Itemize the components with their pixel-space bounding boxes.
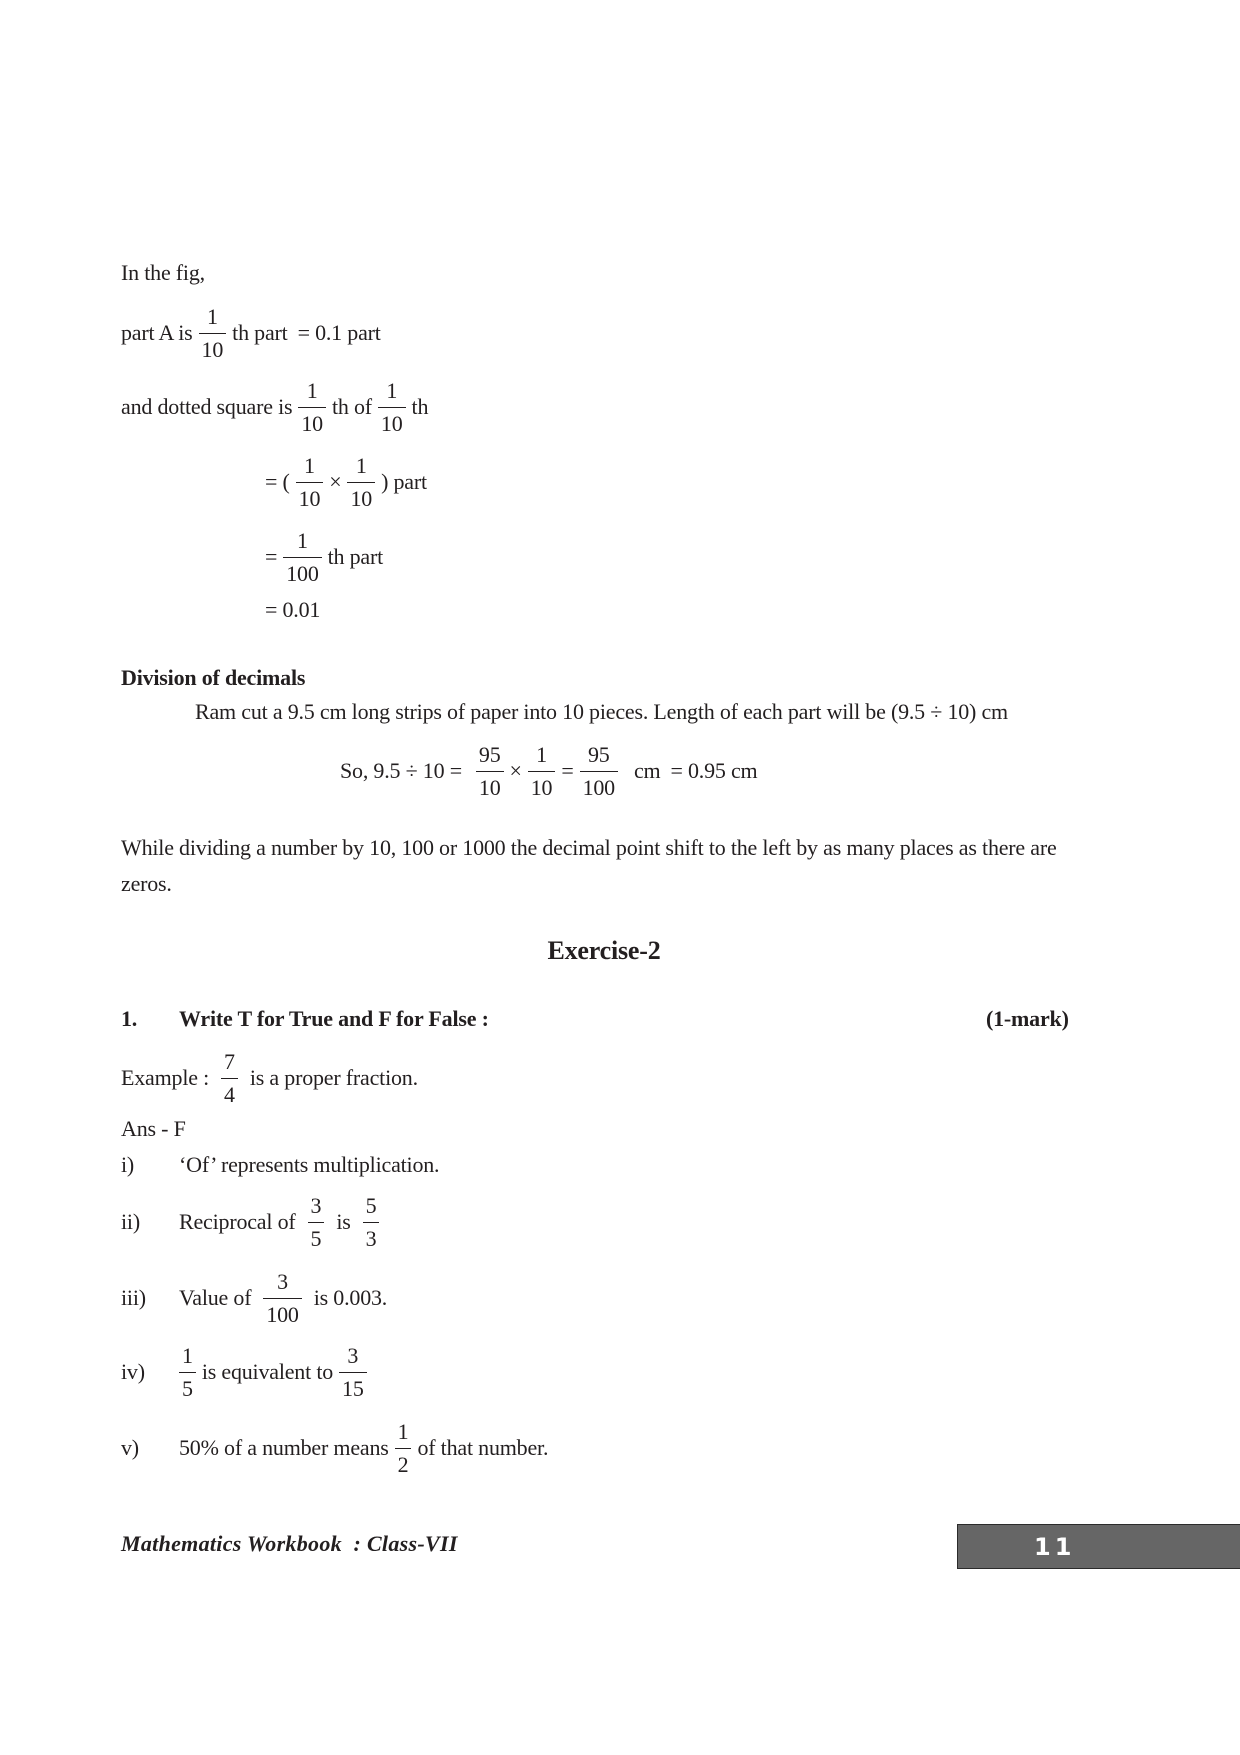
- denominator: 10: [199, 333, 227, 361]
- example-suffix: is a proper fraction.: [249, 1065, 418, 1090]
- marks-label: (1-mark): [986, 1006, 1069, 1031]
- fraction: [308, 1192, 325, 1251]
- book-title: Mathematics Workbook : Class-VII: [121, 1531, 458, 1556]
- item-prefix: Value of: [179, 1285, 252, 1310]
- denominator: 4: [221, 1078, 238, 1106]
- dotted-prefix: and dotted square is: [121, 394, 293, 419]
- page-number: 11: [1034, 1532, 1076, 1561]
- numerator: 1: [386, 377, 398, 403]
- step-two-suffix: th part: [327, 544, 384, 569]
- numerator: 1: [306, 377, 318, 403]
- intro-line: In the fig,: [121, 260, 205, 285]
- item-content: [179, 1340, 373, 1404]
- equation-prefix: So, 9.5 ÷ 10 =: [340, 758, 462, 783]
- item-prefix: 50% of a number means: [179, 1435, 389, 1460]
- numerator: 1: [397, 1418, 409, 1444]
- times-sign: ×: [509, 758, 522, 783]
- fraction: [580, 741, 618, 800]
- item-mid: is: [336, 1209, 351, 1234]
- part-a-prefix: part A is: [121, 320, 193, 345]
- denominator: 10: [476, 771, 504, 799]
- fraction: [347, 452, 375, 511]
- equation-result: = 0.95 cm: [670, 758, 758, 783]
- dotted-square-line: [121, 375, 428, 439]
- denominator: 100: [263, 1298, 301, 1326]
- numerator: 3: [310, 1192, 322, 1218]
- list-item: [0, 1133, 1240, 1197]
- fraction: [199, 303, 227, 362]
- denominator: 10: [378, 407, 406, 435]
- item-label: iv): [121, 1359, 145, 1384]
- fraction: [296, 452, 324, 511]
- fraction: [221, 1048, 238, 1107]
- list-item: [0, 1340, 1240, 1404]
- item-mid: is equivalent to: [201, 1359, 334, 1384]
- part-a-line: [121, 301, 381, 365]
- division-equation: [340, 739, 757, 803]
- fraction: [263, 1268, 301, 1327]
- item-suffix: of that number.: [417, 1435, 549, 1460]
- part-a-result: = 0.1 part: [297, 320, 381, 345]
- numerator: 1: [182, 1342, 193, 1368]
- denominator: 10: [528, 771, 556, 799]
- numerator: 1: [304, 452, 315, 478]
- example-prefix: Example :: [121, 1065, 210, 1090]
- dotted-suffix: th: [411, 394, 429, 419]
- item-text: ‘Of’ represents multiplication.: [179, 1152, 440, 1177]
- denominator: 10: [296, 482, 324, 510]
- fraction: [179, 1342, 196, 1401]
- fraction: [298, 377, 326, 436]
- denominator: 2: [395, 1448, 412, 1476]
- numerator: 95: [587, 741, 610, 767]
- division-heading: Division of decimals: [121, 665, 306, 690]
- denominator: 10: [347, 482, 375, 510]
- numerator: 7: [224, 1048, 235, 1074]
- numerator: 3: [277, 1268, 288, 1294]
- equation-unit: cm: [633, 758, 661, 783]
- item-content: [179, 1416, 548, 1480]
- list-item: [0, 1266, 1240, 1330]
- fraction: [283, 527, 321, 586]
- numerator: 1: [536, 741, 547, 767]
- fraction: [363, 1192, 380, 1251]
- item-label: i): [121, 1152, 135, 1177]
- page-number-box: [957, 1524, 1240, 1569]
- denominator: 10: [298, 407, 326, 435]
- denominator: 5: [308, 1222, 325, 1250]
- list-item: [0, 1190, 1240, 1254]
- equals-sign: =: [265, 544, 278, 569]
- numerator: 1: [355, 452, 367, 478]
- numerator: 1: [297, 527, 308, 553]
- division-text: Ram cut a 9.5 cm long strips of paper into 10 pieces. Length of each part will be (9.5 ÷ 10) cm: [195, 699, 1008, 724]
- denominator: 100: [580, 771, 618, 799]
- numerator: 3: [347, 1342, 359, 1368]
- numerator: 5: [365, 1192, 377, 1218]
- numerator: 1: [206, 303, 218, 329]
- item-label: v): [121, 1435, 139, 1460]
- question-text: Write T for True and F for False :: [179, 1006, 489, 1031]
- fraction: [378, 377, 406, 436]
- answer-line: Ans - F: [121, 1116, 186, 1141]
- step-one-close: ) part: [381, 469, 427, 494]
- step-one-line: [265, 450, 427, 514]
- item-content: [179, 1266, 387, 1330]
- fraction: [395, 1418, 412, 1477]
- denominator: 5: [179, 1372, 196, 1400]
- denominator: 100: [283, 557, 321, 585]
- denominator: 15: [339, 1372, 367, 1400]
- fraction: [476, 741, 504, 800]
- exercise-title: Exercise-2: [547, 936, 661, 965]
- fraction: [339, 1342, 367, 1401]
- item-label: iii): [121, 1285, 146, 1310]
- step-one-open: = (: [265, 469, 290, 494]
- times-sign: ×: [329, 469, 342, 494]
- note-line: zeros.: [121, 871, 172, 896]
- denominator: 3: [363, 1222, 380, 1250]
- step-three-line: = 0.01: [265, 597, 321, 622]
- item-prefix: Reciprocal of: [179, 1209, 296, 1234]
- part-a-suffix: th part: [232, 320, 288, 345]
- dotted-mid: th of: [331, 394, 372, 419]
- equals-sign: =: [561, 758, 574, 783]
- list-item: [0, 1416, 1240, 1480]
- fraction: [528, 741, 556, 800]
- item-content: [179, 1190, 385, 1254]
- numerator: 95: [478, 741, 501, 767]
- item-suffix: is 0.003.: [313, 1285, 388, 1310]
- note-line: While dividing a number by 10, 100 or 1000 the decimal point shift to the left by as many places as there are: [121, 835, 1057, 860]
- question-number: 1.: [121, 1006, 138, 1031]
- item-label: ii): [121, 1209, 140, 1234]
